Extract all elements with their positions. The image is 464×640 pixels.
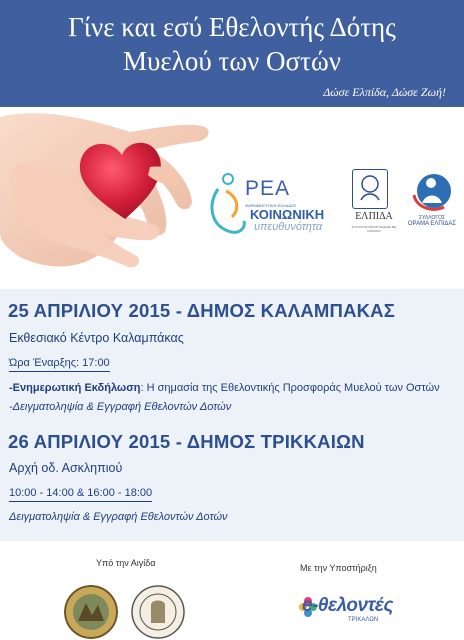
rea-logo (208, 169, 338, 239)
orama-line-1: ΣΥΛΛΟΓΟΣ (418, 215, 446, 221)
title-line-2: Μυελού των Οστών (123, 46, 341, 76)
footer (0, 541, 464, 640)
elpida-small-text: ΣΥΛΛΟΓΟΣ ΦΙΛΩΝ ΠΑΙΔΙΩΝ ΜΕ ΚΑΡΚΙΝΟ (351, 225, 397, 233)
e-volunteers-sub: ΤΡΙΚΑΛΩΝ (348, 617, 379, 623)
kalampaka-seal-icon (64, 585, 118, 639)
elpida-logo (346, 167, 402, 237)
event-2-title: 26 ΑΠΡΙΛΙΟΥ 2015 - ΔΗΜΟΣ ΤΡΙΚΚΑΙΩΝ (8, 431, 365, 452)
rea-line-1: ΚΟΙΝΩΝΙΚΗ (250, 207, 325, 222)
event-1-venue: Εκθεσιακό Κέντρο Καλαμπάκας (9, 331, 184, 345)
events-section (0, 289, 464, 541)
hero-section (0, 107, 464, 275)
event-2-hours: 10:00 - 14:00 & 16:00 - 18:00 (9, 487, 152, 499)
support-label: Με την Υποστήριξη (300, 563, 377, 573)
aegis-label: Υπό την Αιγίδα (96, 558, 156, 568)
e-volunteers-logo (298, 591, 394, 631)
orama-emblem-icon (404, 169, 460, 215)
hands-heart-image (0, 107, 215, 275)
rea-line-2: υπευθυνότητα (254, 221, 323, 233)
event-2-venue: Αρχή οδ. Ασκληπιού (9, 461, 123, 475)
header-banner (0, 0, 464, 107)
elpida-name: ΕΛΠΙΔΑ (355, 211, 393, 222)
e-volunteers-text: e-θελοντές (302, 595, 394, 616)
rea-small-text: ΦΑΡΜΑΚΕΥΤΙΚΗ ΕΛΛΑΔΟΣ (245, 203, 297, 208)
event-2-sampling: Δειγματοληψία & Εγγραφή Εθελοντών Δοτών (9, 511, 228, 523)
event-1-title: 25 ΑΠΡΙΛΙΟΥ 2015 - ΔΗΜΟΣ ΚΑΛΑΜΠΑΚΑΣ (8, 300, 396, 321)
orama-line-2: ΟΡΑΜΑ ΕΛΠΙΔΑΣ (407, 221, 457, 227)
tagline: Δώσε Ελπίδα, Δώσε Ζωή! (323, 85, 446, 99)
event-1-info-text: : Η σημασία της Εθελοντικής Προσφοράς Μυελού των Οστών (140, 382, 440, 394)
event-1-info-label: -Ενημερωτική Εκδήλωση (9, 382, 141, 394)
rea-name: ΡΕΑ (245, 177, 291, 200)
trikala-seal-icon (131, 585, 185, 639)
title-line-1: Γίνε και εσύ Εθελοντής Δότης (68, 12, 396, 42)
elpida-emblem-icon (352, 169, 388, 209)
event-1-info (9, 382, 440, 394)
orama-logo (404, 169, 460, 239)
rea-figure-icon (208, 169, 248, 239)
event-1-start-time: Ώρα Έναρξης: 17:00 (9, 357, 110, 369)
event-1-sampling: -Δειγματοληψία & Εγγραφή Εθελοντών Δοτών (9, 401, 232, 413)
